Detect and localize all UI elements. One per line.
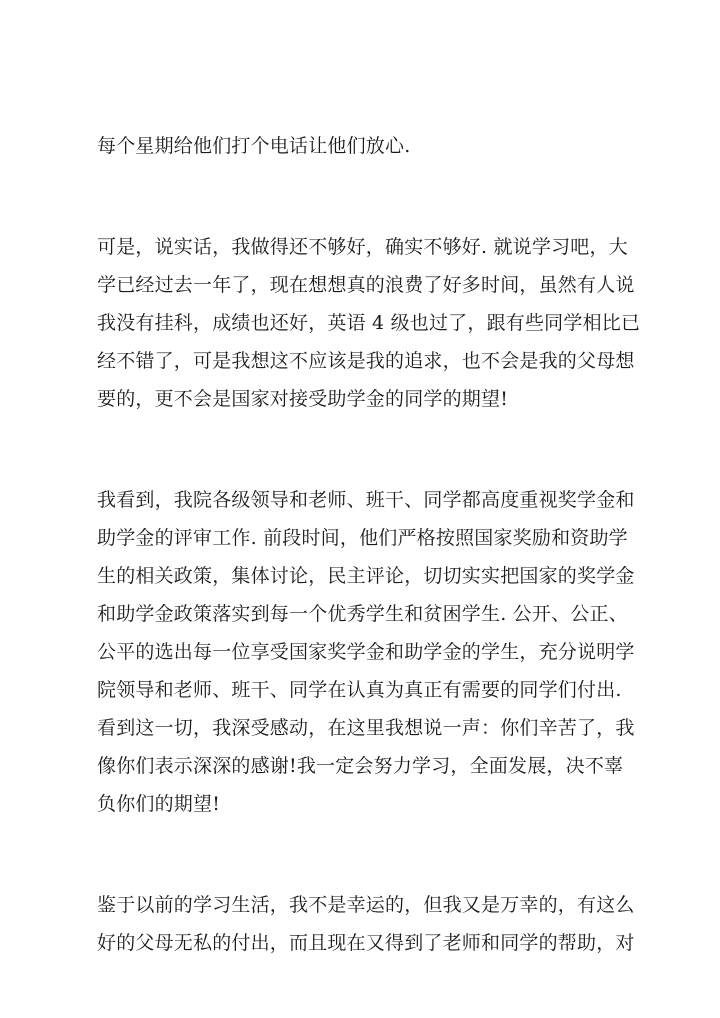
- text-line: 我看到，我院各级领导和老师、班干、同学都高度重视奖学金和: [97, 489, 635, 511]
- text-line: 可是，说实话，我做得还不够好，确实不够好. 就说学习吧，大: [97, 236, 628, 258]
- text-line: 公平的选出每一位享受国家奖学金和助学金的学生，充分说明学: [97, 641, 635, 663]
- text-line: 好的父母无私的付出，而且现在又得到了老师和同学的帮助，对: [97, 932, 635, 954]
- text-line: 经不错了，可是我想这不应该是我的追求，也不会是我的父母想: [97, 350, 635, 372]
- text-line: 每个星期给他们打个电话让他们放心.: [97, 135, 411, 157]
- text-line: 负你们的期望!: [97, 793, 221, 815]
- text-line: 院领导和老师、班干、同学在认真为真正有需要的同学们付出.: [97, 679, 622, 701]
- text-line: 我没有挂科，成绩也还好，英语 4 级也过了，跟有些同学相比已: [97, 312, 641, 334]
- text-line: 和助学金政策落实到每一个优秀学生和贫困学生. 公开、公正、: [97, 603, 628, 625]
- text-line: 像你们表示深深的感谢!我一定会努力学习，全面发展，决不辜: [97, 755, 624, 777]
- text-line: 鉴于以前的学习生活，我不是幸运的，但我又是万幸的，有这么: [97, 894, 635, 916]
- text-line: 看到这一切，我深受感动，在这里我想说一声：你们辛苦了，我: [97, 717, 635, 739]
- text-line: 生的相关政策，集体讨论，民主评论，切切实实把国家的奖学金: [97, 565, 635, 587]
- text-line: 要的，更不会是国家对接受助学金的同学的期望!: [97, 388, 509, 410]
- text-line: 助学金的评审工作. 前段时间，他们严格按照国家奖励和资助学: [97, 527, 628, 549]
- text-line: 学已经过去一年了，现在想想真的浪费了好多时间，虽然有人说: [97, 274, 635, 296]
